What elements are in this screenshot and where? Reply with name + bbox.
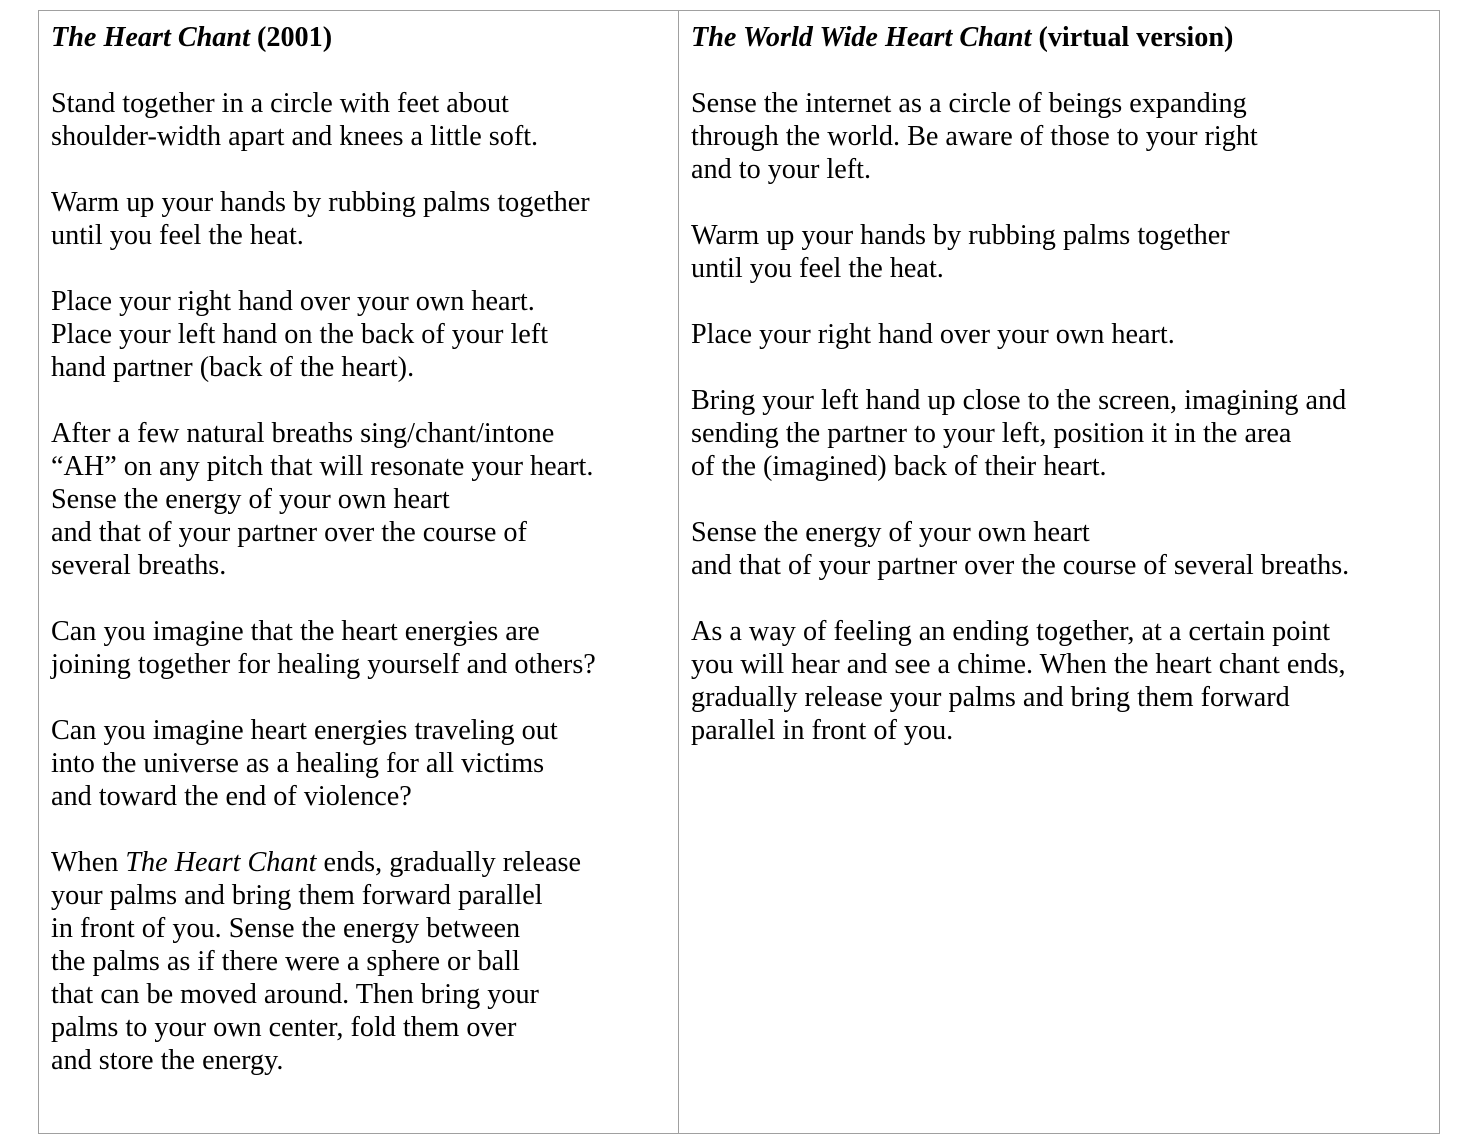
left-paragraph-4 xyxy=(51,417,674,582)
heart-chant-title-italic: The Heart Chant xyxy=(51,22,250,53)
text-line: Place your right hand over your own heart. xyxy=(51,286,535,317)
text-line: Sense the energy of your own heart xyxy=(691,517,1090,548)
text-line: “AH” on any pitch that will resonate your heart. xyxy=(51,451,594,482)
text-line xyxy=(51,846,674,879)
text-line: in front of you. Sense the energy between xyxy=(51,913,521,944)
text-line: that can be moved around. Then bring your xyxy=(51,979,539,1010)
world-wide-heart-chant-title xyxy=(691,21,1435,54)
world-wide-heart-chant-column xyxy=(679,11,1439,1133)
text-line: through the world. Be aware of those to your right xyxy=(691,121,1258,152)
left-paragraph-3 xyxy=(51,285,674,384)
text-line: into the universe as a healing for all victims xyxy=(51,748,545,779)
right-paragraph-6 xyxy=(691,615,1435,747)
right-paragraph-3 xyxy=(691,318,1435,351)
left-paragraph-5 xyxy=(51,615,674,681)
text-line: Bring your left hand up close to the screen, imagining and xyxy=(691,385,1347,416)
text-line: Sense the internet as a circle of beings expanding xyxy=(691,88,1247,119)
text-line: until you feel the heat. xyxy=(51,220,304,251)
world-wide-title-subtitle: (virtual version) xyxy=(1031,22,1234,53)
text-line: hand partner (back of the heart). xyxy=(51,352,415,383)
text-line: and that of your partner over the course of several breaths. xyxy=(691,550,1350,581)
text-line: After a few natural breaths sing/chant/intone xyxy=(51,418,555,449)
text-line: Warm up your hands by rubbing palms together xyxy=(51,187,590,218)
text-line: and toward the end of violence? xyxy=(51,781,412,812)
text-line: you will hear and see a chime. When the heart chant ends, xyxy=(691,649,1346,680)
text-line: Can you imagine heart energies traveling out xyxy=(51,715,558,746)
left-paragraph-1 xyxy=(51,87,674,153)
text-line: parallel in front of you. xyxy=(691,715,954,746)
text-line: until you feel the heat. xyxy=(691,253,944,284)
text-line: Sense the energy of your own heart xyxy=(51,484,450,515)
text-line: and store the energy. xyxy=(51,1045,284,1076)
left-paragraph-6 xyxy=(51,714,674,813)
right-paragraph-2 xyxy=(691,219,1435,285)
text-line: gradually release your palms and bring them forward xyxy=(691,682,1290,713)
text-line: Stand together in a circle with feet about xyxy=(51,88,509,119)
world-wide-title-italic: The World Wide Heart Chant xyxy=(691,22,1032,53)
text-line: Warm up your hands by rubbing palms together xyxy=(691,220,1230,251)
text-line: several breaths. xyxy=(51,550,227,581)
text-line: Place your left hand on the back of your left xyxy=(51,319,549,350)
right-paragraph-5 xyxy=(691,516,1435,582)
text-line: of the (imagined) back of their heart. xyxy=(691,451,1107,482)
heart-chant-italic-name: The Heart Chant xyxy=(125,847,317,878)
text-line: shoulder-width apart and knees a little soft. xyxy=(51,121,539,152)
text-fragment: When xyxy=(51,847,126,878)
text-line: sending the partner to your left, position it in the area xyxy=(691,418,1292,449)
text-line: palms to your own center, fold them over xyxy=(51,1012,517,1043)
left-paragraph-7 xyxy=(51,846,674,1077)
text-line: joining together for healing yourself and others? xyxy=(51,649,596,680)
heart-chant-title xyxy=(51,21,674,54)
text-line: the palms as if there were a sphere or ball xyxy=(51,946,520,977)
text-line: Place your right hand over your own heart. xyxy=(691,319,1175,350)
heart-chant-column xyxy=(39,11,679,1133)
text-line: your palms and bring them forward parallel xyxy=(51,880,543,911)
right-paragraph-4 xyxy=(691,384,1435,483)
document-table xyxy=(38,10,1440,1134)
text-line: and that of your partner over the course of xyxy=(51,517,527,548)
heart-chant-title-year: (2001) xyxy=(249,22,333,53)
text-line: As a way of feeling an ending together, at a certain point xyxy=(691,616,1331,647)
right-paragraph-1 xyxy=(691,87,1435,186)
text-line: and to your left. xyxy=(691,154,872,185)
text-line: Can you imagine that the heart energies are xyxy=(51,616,540,647)
text-fragment: ends, gradually release xyxy=(316,847,581,878)
left-paragraph-2 xyxy=(51,186,674,252)
